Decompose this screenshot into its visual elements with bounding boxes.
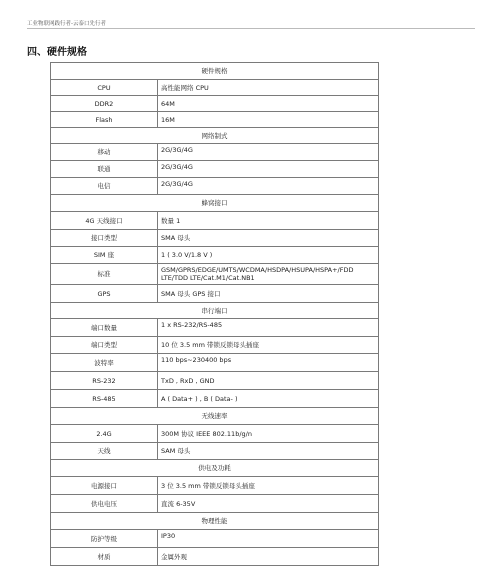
table-row (51, 212, 379, 230)
table-row (51, 80, 379, 96)
table-row (51, 285, 379, 303)
table-row (51, 548, 379, 566)
table-row (51, 247, 379, 264)
table-row (51, 178, 379, 195)
hardware-spec-table (50, 62, 379, 566)
spec-value: 2G/3G/4G (158, 161, 379, 178)
table-row (51, 230, 379, 247)
spec-key: 供电电压 (51, 495, 158, 513)
spec-key: 联通 (51, 161, 158, 178)
section-header-cellular: 蜂窝接口 (51, 195, 379, 212)
spec-value: 1 x RS-232/RS-485 (158, 319, 379, 337)
spec-key: SIM 座 (51, 247, 158, 264)
section-header-power: 供电及功耗 (51, 460, 379, 477)
spec-value: 10 位 3.5 mm 带锁反锁母头插座 (158, 337, 379, 354)
table-row (51, 96, 379, 112)
spec-value: 64M (158, 96, 379, 112)
table-row (51, 390, 379, 408)
spec-value: 16M (158, 112, 379, 128)
spec-value: 数量 1 (158, 212, 379, 230)
section-header-hardware: 硬件规格 (51, 63, 379, 80)
spec-key: RS-232 (51, 372, 158, 390)
spec-value: 300M 协议 IEEE 802.11b/g/n (158, 425, 379, 443)
spec-key: RS-485 (51, 390, 158, 408)
page-header-text: 工业物联网践行者-云泰口先行者 (27, 21, 106, 27)
spec-key: 材质 (51, 548, 158, 566)
spec-key: 接口类型 (51, 230, 158, 247)
table-row (51, 495, 379, 513)
table-section-row (51, 63, 379, 80)
spec-key: 标准 (51, 264, 158, 285)
spec-value: IP30 (158, 530, 379, 548)
table-section-row (51, 128, 379, 144)
spec-key: 端口类型 (51, 337, 158, 354)
table-section-row (51, 513, 379, 530)
section-header-physical: 物理性能 (51, 513, 379, 530)
spec-value: 直流 6-35V (158, 495, 379, 513)
table-row (51, 112, 379, 128)
table-row (51, 319, 379, 337)
spec-value: 2G/3G/4G (158, 144, 379, 161)
section-header-wireless: 无线速率 (51, 408, 379, 425)
table-section-row (51, 460, 379, 477)
spec-key: DDR2 (51, 96, 158, 112)
spec-value: 2G/3G/4G (158, 178, 379, 195)
spec-value: SMA 母头 (158, 230, 379, 247)
spec-key: CPU (51, 80, 158, 96)
spec-key: 波特率 (51, 354, 158, 372)
table-section-row (51, 303, 379, 319)
section-title: 四、硬件规格 (27, 47, 87, 58)
spec-key: 防护等级 (51, 530, 158, 548)
spec-value: 高性能网络 CPU (158, 80, 379, 96)
table-row (51, 144, 379, 161)
spec-key: GPS (51, 285, 158, 303)
spec-value: TxD , RxD , GND (158, 372, 379, 390)
spec-key: 天线 (51, 443, 158, 460)
spec-value: 110 bps~230400 bps (158, 354, 379, 372)
spec-key: 电源接口 (51, 477, 158, 495)
spec-value: GSM/GPRS/EDGE/UMTS/WCDMA/HSDPA/HSUPA/HSPA+/FDD LTE/TDD LTE/Cat.M1/Cat.NB1 (158, 264, 379, 285)
table-row (51, 264, 379, 285)
table-section-row (51, 195, 379, 212)
section-header-network: 网络制式 (51, 128, 379, 144)
spec-key: 4G 天线接口 (51, 212, 158, 230)
spec-key: 端口数量 (51, 319, 158, 337)
spec-key: 电信 (51, 178, 158, 195)
spec-value: SAM 母头 (158, 443, 379, 460)
spec-key: 2.4G (51, 425, 158, 443)
spec-value: SMA 母头 GPS 接口 (158, 285, 379, 303)
table-row (51, 161, 379, 178)
header-divider (27, 28, 475, 29)
table-row (51, 425, 379, 443)
spec-value: A ( Data+ ) , B ( Data- ) (158, 390, 379, 408)
spec-value: 1 ( 3.0 V/1.8 V ) (158, 247, 379, 264)
spec-key: Flash (51, 112, 158, 128)
table-row (51, 337, 379, 354)
spec-value: 3 位 3.5 mm 带锁反锁母头插座 (158, 477, 379, 495)
table-row (51, 354, 379, 372)
table-row (51, 477, 379, 495)
section-header-serial: 串行端口 (51, 303, 379, 319)
table-row (51, 530, 379, 548)
table-section-row (51, 408, 379, 425)
spec-key: 移动 (51, 144, 158, 161)
spec-value: 金属外观 (158, 548, 379, 566)
table-row (51, 443, 379, 460)
table-row (51, 372, 379, 390)
